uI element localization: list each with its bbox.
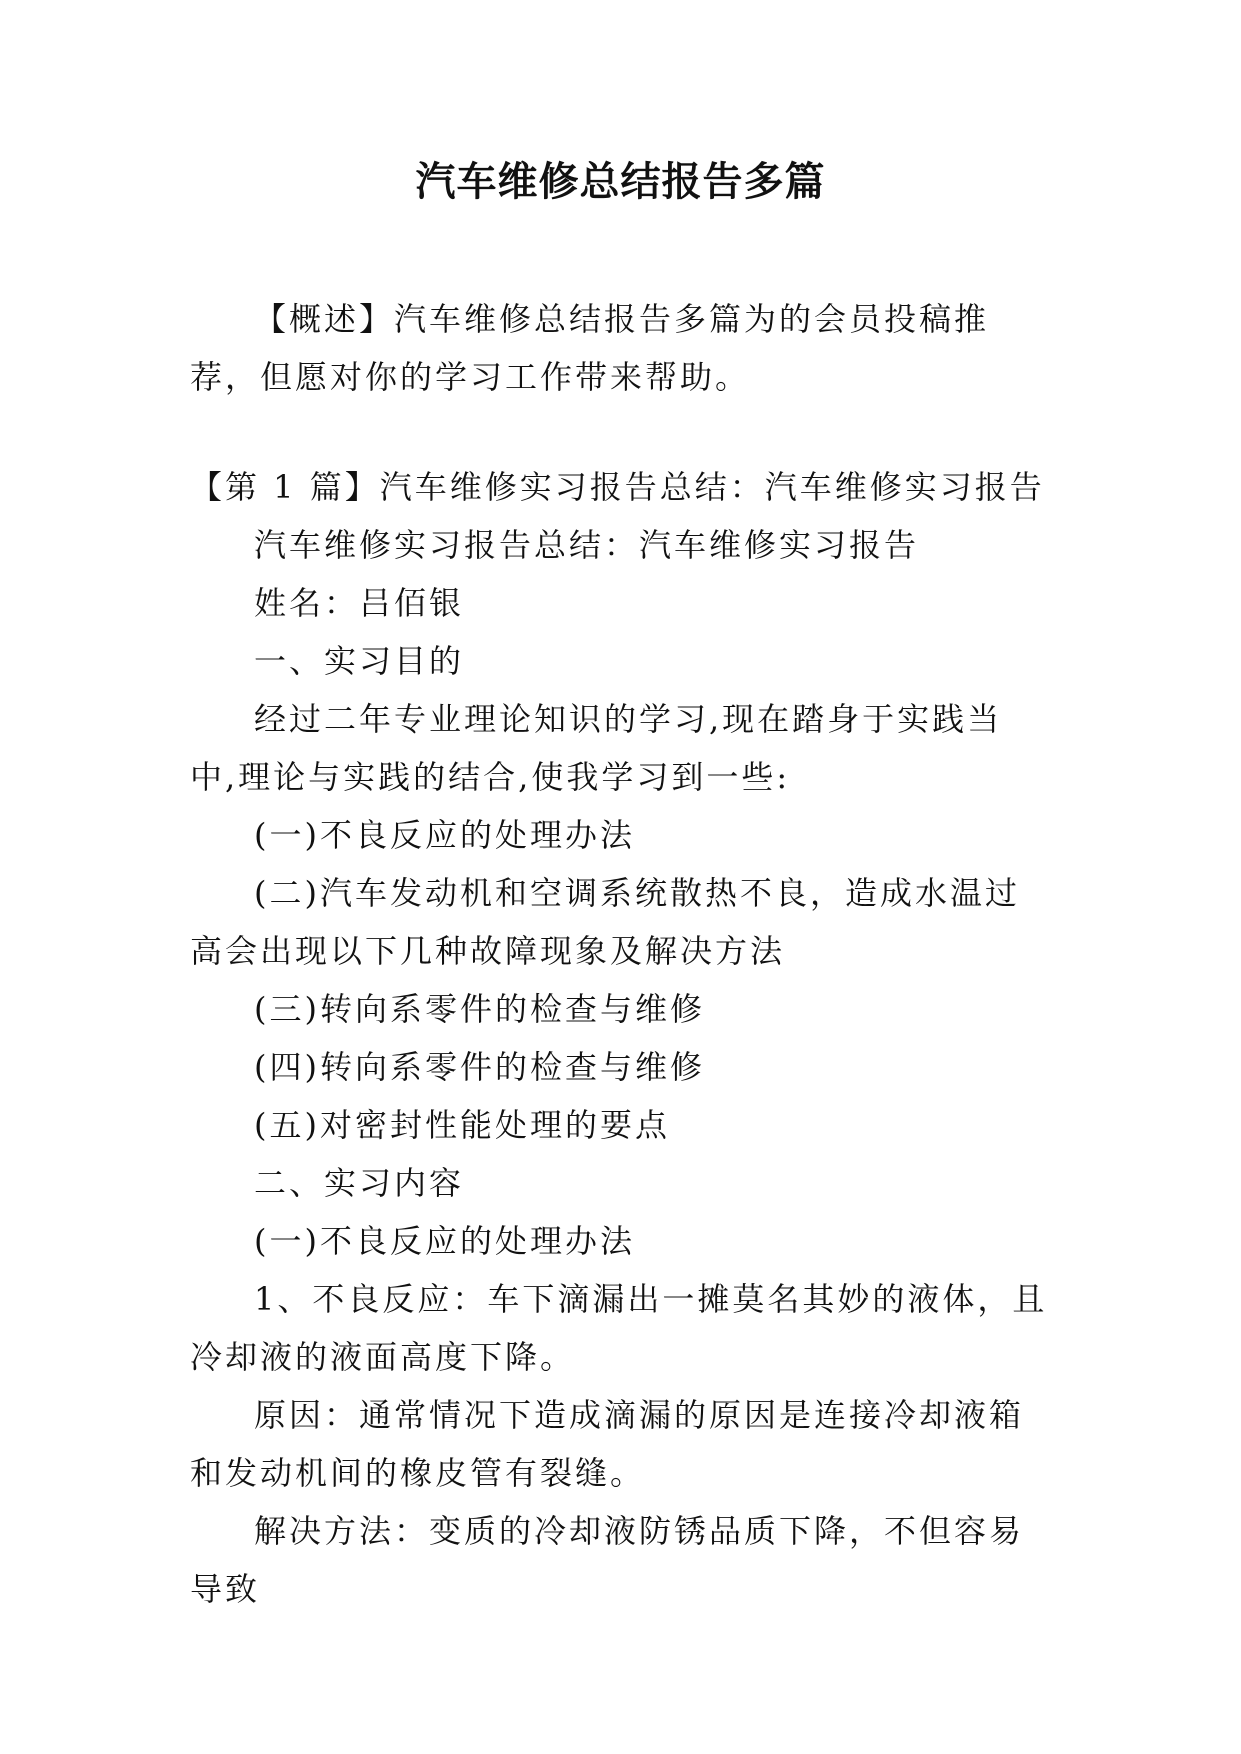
paragraph: 姓名：吕佰银 (254, 584, 465, 622)
paragraph: (五)对密封性能处理的要点 (254, 1106, 670, 1144)
paragraph: (四)转向系零件的检查与维修 (254, 1048, 705, 1086)
document-title: 汽车维修总结报告多篇 (415, 159, 826, 205)
paragraph: 原因：通常情况下造成滴漏的原因是连接冷却液箱和发动机间的橡皮管有裂缝。 (190, 1396, 1025, 1492)
paragraph: 经过二年专业理论知识的学习,现在踏身于实践当中,理论与实践的结合,使我学习到一些: (190, 700, 1003, 796)
summary-section (190, 290, 1050, 406)
paragraph: 解决方法：变质的冷却液防锈品质下降，不但容易导致 (190, 1512, 1025, 1608)
paragraph: 汽车维修实习报告总结：汽车维修实习报告 (254, 526, 920, 564)
chapter-section (190, 458, 1050, 1618)
paragraph: 1、不良反应：车下滴漏出一摊莫名其妙的液体，且冷却液的液面高度下降。 (190, 1280, 1048, 1376)
paragraph: (三)转向系零件的检查与维修 (254, 990, 705, 1028)
paragraph: (一)不良反应的处理办法 (254, 816, 635, 854)
chapter-heading: 【第 1 篇】汽车维修实习报告总结：汽车维修实习报告 (190, 468, 1045, 506)
paragraph: 一、实习目的 (254, 642, 465, 680)
paragraph: 二、实习内容 (254, 1164, 465, 1202)
summary-paragraph: 【概述】汽车维修总结报告多篇为的会员投稿推荐，但愿对你的学习工作带来帮助。 (190, 300, 990, 396)
paragraph: (二)汽车发动机和空调系统散热不良，造成水温过高会出现以下几种故障现象及解决方法 (190, 874, 1020, 970)
paragraph: (一)不良反应的处理办法 (254, 1222, 635, 1260)
